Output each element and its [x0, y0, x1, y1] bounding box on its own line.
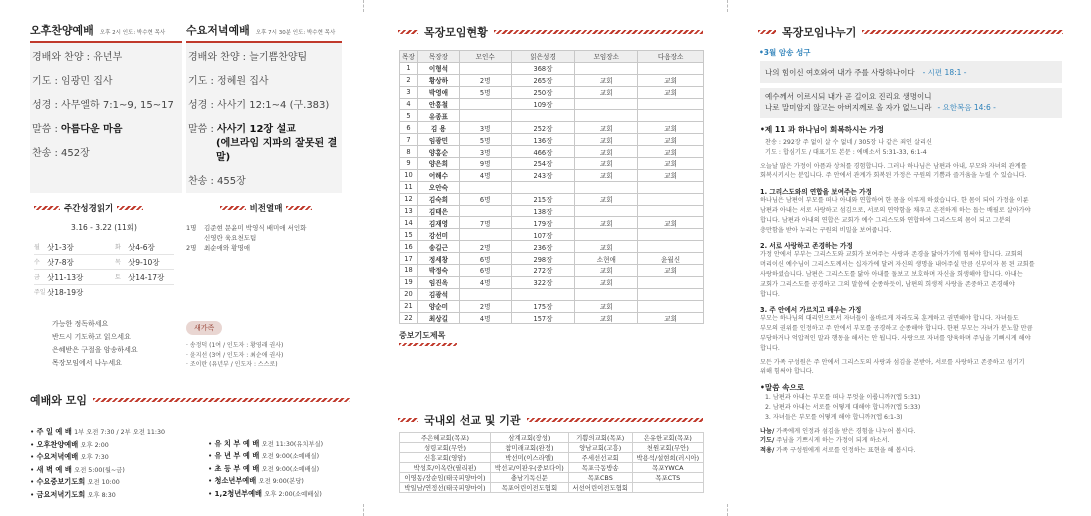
table-cell: 20 [400, 288, 418, 300]
table-row [400, 453, 704, 463]
table-cell: 기쁨의교회(목포) [568, 433, 632, 443]
table-row [400, 205, 704, 217]
table-cell: 9 [400, 158, 418, 170]
title-deco [399, 343, 457, 346]
table-cell: 2명 [459, 300, 511, 312]
table-cell: 교회 [575, 86, 638, 98]
missions [398, 412, 703, 428]
table-row [400, 229, 704, 241]
lesson-meta: 기도 : 합심기도 / 대표기도 본문 : 에베소서 5:31-33, 6:1-4 [765, 148, 927, 156]
wednesday-line: 말씀 : 사사기 12장 설교 [188, 124, 296, 135]
table-cell: 298장 [511, 253, 575, 265]
table-cell: 박일남/연정선(태국피양마이) [400, 483, 491, 493]
title-deco [34, 206, 60, 210]
reading-row: 주일 삿18-19장 [34, 288, 84, 297]
table-cell: 13 [400, 205, 418, 217]
table-cell: 교회 [638, 86, 704, 98]
table-cell [459, 110, 511, 122]
table-cell: 박성호/이옥란(필리핀) [400, 463, 491, 473]
table-cell: 7 [400, 134, 418, 146]
afternoon-line: 기도 : 임광민 집사 [32, 76, 113, 87]
vision-item: 신영란 육요천도팀 [204, 234, 257, 242]
table-cell: 250장 [511, 86, 575, 98]
table-cell: 6명 [459, 253, 511, 265]
wednesday-line: 기도 : 정혜원 집사 [188, 76, 269, 87]
table-cell: 교회 [575, 134, 638, 146]
table-cell: 4 [400, 98, 418, 110]
table-cell [459, 229, 511, 241]
reading-row: 금 삿11-13장 토 삿14-17장 [34, 270, 174, 285]
table-cell: 서선어린이전도협회 [568, 483, 632, 493]
table-row [400, 241, 704, 253]
fold-mark-bottom-2 [727, 504, 728, 516]
table-cell: 236장 [511, 241, 575, 253]
worship-row: • 1,2청년부예배 오후 2:00(소예배실) [208, 488, 322, 498]
fold-mark-bottom-1 [363, 504, 364, 516]
apply-label: •말씀 속으로 [760, 383, 805, 393]
table-cell: 교회 [638, 74, 704, 86]
wednesday-line: 찬송 : 455장 [188, 176, 246, 187]
table-cell: 18 [400, 265, 418, 277]
table-cell: 교회 [638, 169, 704, 181]
table-cell: 어해수 [417, 169, 459, 181]
table-row [400, 134, 704, 146]
table-cell: 466장 [511, 146, 575, 158]
table-cell [638, 62, 704, 74]
table-cell: 138장 [511, 205, 575, 217]
missions-title: 국내외 선교 및 기관 [424, 414, 521, 427]
table-cell: 김광석 [417, 288, 459, 300]
prayer-title: 중보기도제목 [399, 331, 446, 340]
table-cell [575, 181, 638, 193]
table-cell [638, 276, 704, 288]
table-cell: 243장 [511, 169, 575, 181]
table-cell: 최상길 [417, 312, 459, 324]
table-cell: 양순미 [417, 300, 459, 312]
table-cell: 천원교회(무안) [632, 443, 703, 453]
table-cell: 교회 [638, 265, 704, 277]
afternoon-line: 찬송 : 452장 [32, 148, 90, 159]
table-cell: 윤월신 [638, 253, 704, 265]
prayer-topics [399, 330, 445, 341]
wednesday-line: 성경 : 사사기 12:1~4 (구.383) [188, 100, 330, 111]
vision-item: 1명 김준현 문윤미 박영식 배미애 서인화 [186, 224, 307, 232]
table-cell: 교회 [575, 193, 638, 205]
table-row [400, 312, 704, 324]
table-cell: 목포CTS [632, 473, 703, 483]
lesson-meta: 찬송 : 292장 주 없이 살 수 없네 / 305장 나 같은 죄인 살리신 [765, 139, 932, 146]
table-row [400, 253, 704, 265]
lesson-closing: 모든 가족 구성원은 주 안에서 그리스도의 사랑과 섬김을 본받아, 서로를 사랑하고 존중하고 섬기기 위해 힘써야 합니다. [760, 358, 1025, 376]
weekly-title: 주간성경읽기 [64, 204, 114, 214]
lesson-point: 1. 그리스도와의 연합을 보여주는 가정 하나님은 남편이 부모를 떠나 아내와 연합하여 한 몸을 이루게 하셨습니다. 한 몸이 되어 가정을 이룬 남편과 아내는 서로 사랑하고 섬김으로, 서로의 연약함을 채우고 온전하게 하는 돕는 배필로 살아가야 합니다. 남편과 아내의 연합은 교회가 예수 그리스도와 연합하여 그리스도의 몸이 되고 그분의 충만함을 받아 누리는 구원의 비밀을 보여줍니다. [760, 188, 1031, 234]
table-cell [638, 241, 704, 253]
table-cell: 7명 [459, 217, 511, 229]
table-row [400, 169, 704, 181]
table-cell [638, 110, 704, 122]
sharing [758, 24, 1063, 40]
table-cell: 교회 [575, 158, 638, 170]
lesson [760, 124, 1065, 456]
table-cell [575, 62, 638, 74]
table-cell: 목포극동방송 [568, 463, 632, 473]
table-cell: 양남교회(고흥) [568, 443, 632, 453]
lesson-point: 3. 주 안에서 가르치고 배우는 가정 부모는 하나님의 대리인으로서 자녀들이 올바르게 자라도록 훈계하고 권면해야 합니다. 자녀들도 부모의 권위를 인정하고 주 안에서 부모를 공경하고 순종해야 합니다. 한편 부모는 자녀가 분노할 만큼 부당하거나 억압적인 말과 행동을 해서는 안 됩니다. 사랑으로 자녀를 양육하며 주님을 기뻐시게 해야 합니다. [760, 306, 1033, 352]
table-cell [638, 229, 704, 241]
table-cell: 11 [400, 181, 418, 193]
wednesday-sub: 오후 7시 30분 인도: 박수현 목사 [255, 30, 336, 36]
verse-box: 예수께서 이르시되 내가 곧 길이요 진리요 생명이니 나로 말미암지 않고는 아버지께로 올 자가 없느니라 - 요한복음 14:6 - [760, 88, 1062, 118]
table-cell: 교회 [575, 146, 638, 158]
table-cell [638, 181, 704, 193]
table-row [400, 463, 704, 473]
table-cell [638, 288, 704, 300]
afternoon-line: 성경 : 사무엘하 7:1~9, 15~17 [32, 100, 174, 111]
wednesday-line: 경배와 찬양 : 늘기쁨찬양팀 [188, 52, 308, 63]
table-cell [638, 98, 704, 110]
table-cell: 삼계교회(장성) [490, 433, 568, 443]
table-cell [459, 62, 511, 74]
table-cell [459, 288, 511, 300]
table-cell [511, 110, 575, 122]
table-cell: 이형석 [417, 62, 459, 74]
table-cell [632, 483, 703, 493]
fold-mark-top-1 [363, 0, 364, 12]
title-deco [286, 206, 312, 210]
table-cell: 송길근 [417, 241, 459, 253]
table-cell: 양홍순 [417, 146, 459, 158]
table-cell: 6명 [459, 265, 511, 277]
table-cell: 4명 [459, 312, 511, 324]
apply-questions: 1. 남편과 아내는 부모를 떠나 무엇을 이룹니까?(엡 5:31) 2. 남편과 아내는 서로를 어떻게 대해야 합니까?(엡 5:33) 3. 자녀들은 부모를 어떻게 해야 합니까?(엡 6:1-3) [765, 394, 921, 421]
table-cell: 이영동/장순임(태국피양마이) [400, 473, 491, 483]
table-row [400, 158, 704, 170]
table-cell: 3명 [459, 146, 511, 158]
worship-row: • 수요저녁예배 오후 7:30 [30, 452, 109, 461]
table-row [400, 276, 704, 288]
table-cell: 175장 [511, 300, 575, 312]
table-cell: 2명 [459, 241, 511, 253]
vision-title: 비전열매 [249, 204, 283, 214]
table-cell: 주은혜교회(목포) [400, 433, 491, 443]
wednesday-title: 수요저녁예배 [186, 24, 250, 37]
table-cell [511, 181, 575, 193]
vision-fruit [186, 202, 346, 370]
table-row [400, 217, 704, 229]
new-family-badge: 새가족 [186, 321, 222, 335]
worship-row: • 유 년 부 예 배 오전 9:00(소예배실) [208, 451, 320, 460]
table-row [400, 181, 704, 193]
table-cell: 10 [400, 169, 418, 181]
table-cell: 참미래교회(완정) [490, 443, 568, 453]
title-deco [758, 30, 776, 34]
table-cell: 6명 [459, 193, 511, 205]
table-cell: 임광민 [417, 134, 459, 146]
table-cell: 교회 [575, 265, 638, 277]
table-cell [638, 193, 704, 205]
table-cell: 소현애 [575, 253, 638, 265]
table-cell: 교회 [638, 217, 704, 229]
table-cell: 22 [400, 312, 418, 324]
table-cell: 1 [400, 62, 418, 74]
table-cell: 21 [400, 300, 418, 312]
title-deco [494, 30, 703, 34]
reading-row: 수 삿7-8장 목 삿9-10장 [34, 255, 174, 270]
reading-guide: 가능한 정독하세요 반드시 기도하고 읽으세요 은혜받은 구절을 암송하세요 목장모임에서 나누세요 [52, 320, 138, 367]
table-cell [575, 229, 638, 241]
table-cell [575, 110, 638, 122]
table-cell: 252장 [511, 122, 575, 134]
table-row [400, 86, 704, 98]
worship-row: • 유 치 부 예 배 오전 11:30(유치부실) [208, 438, 324, 448]
worship-row: • 금요저녁기도회 오후 8:30 [30, 489, 116, 499]
table-cell: 교회 [575, 312, 638, 324]
wednesday-line: (에브라임 지파의 잘못된 결말) [216, 138, 338, 163]
table-cell: 교회 [638, 312, 704, 324]
afternoon-worship [30, 22, 182, 193]
table-cell: 254장 [511, 158, 575, 170]
share-items: 나눔/ 가족에게 인정과 섬김을 받은 경험을 나누어 봅시다. 기도/ 주님을 기쁘시게 하는 가정이 되게 하소서. 적용/ 가족 구성원에게 서로를 인정하는 표현을 해 봅시다. [760, 427, 916, 455]
verse-box: 나의 힘이신 여호와여 내가 주를 사랑하나이다 - 시편 18:1 - [760, 61, 1062, 83]
table-cell: 3명 [459, 122, 511, 134]
wednesday-worship [186, 22, 342, 193]
lesson-intro: 회복시키시는 분입니다. 주 안에서 관계가 회복된 가정은 구원의 기쁨과 즐거움을 누릴 수 있습니다. [760, 172, 1027, 180]
table-cell: 2 [400, 74, 418, 86]
table-cell: 15 [400, 229, 418, 241]
table-header: 목장 목장장 모인수 읽은성경 모임장소 다음장소 [400, 51, 704, 63]
memory-label: •3월 암송 성구 [759, 48, 811, 57]
table-cell: 19 [400, 276, 418, 288]
worship-title: 예배와 모임 [30, 394, 87, 407]
table-row [400, 193, 704, 205]
weekly-range: 3.16 - 3.22 (11회) [71, 223, 137, 232]
table-cell: 목포어린이전도협회 [490, 483, 568, 493]
table-cell: 은유한교회(목포) [632, 433, 703, 443]
table-cell [459, 98, 511, 110]
table-cell: 박정숙 [417, 265, 459, 277]
table-cell: 8 [400, 146, 418, 158]
table-cell: 9명 [459, 158, 511, 170]
table-cell: 박선미(이스라엘) [490, 453, 568, 463]
title-deco [862, 30, 1063, 34]
table-cell [575, 288, 638, 300]
table-cell: 14 [400, 217, 418, 229]
table-row [400, 146, 704, 158]
table-cell: 교회 [575, 217, 638, 229]
sharing-title: 목장모임나누기 [782, 26, 857, 39]
fold-mark-top-2 [727, 0, 728, 12]
table-cell: 주세선선교회 [568, 453, 632, 463]
table-row [400, 433, 704, 443]
table-cell: 6 [400, 122, 418, 134]
afternoon-title: 오후찬양예배 [30, 24, 94, 37]
new-family-item: · 조이란 (유년부 / 인도자 : 스스로) [186, 361, 278, 368]
table-row [400, 110, 704, 122]
table-cell: 교회 [575, 300, 638, 312]
table-cell: 322장 [511, 276, 575, 288]
reading-row: 월 삿1-3장 화 삿4-6장 [34, 240, 174, 255]
table-cell: 김숙희 [417, 193, 459, 205]
new-family-item: · 송정덕 (1여 / 인도자 : 황영래 권사) [186, 342, 284, 349]
title-deco [220, 206, 246, 210]
table-cell: 박선교/이판우(중보다이) [490, 463, 568, 473]
vision-item: 2명 최순애와 황명애 [186, 244, 251, 252]
weekly-reading [34, 202, 174, 370]
afternoon-sub: 오후 2시 인도: 박수현 목사 [99, 30, 166, 36]
table-cell: 교회 [575, 122, 638, 134]
table-cell: 김 용 [417, 122, 459, 134]
title-deco [117, 206, 143, 210]
table-row [400, 483, 704, 493]
table-cell: 황상하 [417, 74, 459, 86]
table-cell: 정세창 [417, 253, 459, 265]
table-cell [575, 98, 638, 110]
table-cell: 교회 [575, 276, 638, 288]
title-deco [398, 418, 418, 422]
table-row [400, 74, 704, 86]
table-cell [638, 300, 704, 312]
new-family-item: · 윤지선 (3여 / 인도자 : 최순애 권사) [186, 351, 284, 359]
table-row [400, 473, 704, 483]
table-row [400, 62, 704, 74]
table-cell: 179장 [511, 217, 575, 229]
worship-row: • 오후찬양예배 오후 2:00 [30, 439, 109, 449]
lesson-title: •제 11 과 하나님이 회복하시는 가정 [760, 125, 885, 134]
table-cell: 12 [400, 193, 418, 205]
missions-table [399, 432, 704, 493]
table-cell: 265장 [511, 74, 575, 86]
table-cell: 유종표 [417, 110, 459, 122]
table-cell: 목포CBS [568, 473, 632, 483]
table-cell: 136장 [511, 134, 575, 146]
table-row [400, 122, 704, 134]
table-cell: 교회 [638, 146, 704, 158]
table-cell [511, 288, 575, 300]
table-cell: 교회 [638, 158, 704, 170]
lesson-point: 2. 서로 사랑하고 존경하는 가정 가정 안에서 부부는 그리스도와 교회가 보여주는 사랑과 존경을 닮아가기에 힘써야 합니다. 교회의 머리이신 예수님이 그리스도께서는 십자가에 달려 자신의 생명을 내어주실 만큼 신부이자 몸 된 교회를 사랑하셨습니다. 남편은 그리스도를 닮아 아내를 돌보고 보호하며 자신을 희생해야 합니다. 아내는 교회가 그리스도를 공경하고 그의 말씀에 순종하듯이, 남편의 희생적 사랑을 존중하고 존경해야 합니다. [760, 242, 1035, 298]
afternoon-line: 경배와 찬양 : 유년부 [32, 52, 123, 63]
table-cell: 교회 [638, 134, 704, 146]
afternoon-line: 말씀 : 아름다운 마음 [32, 124, 123, 135]
table-cell: 2명 [459, 74, 511, 86]
table-cell: 109장 [511, 98, 575, 110]
table-cell: 오안숙 [417, 181, 459, 193]
title-deco [527, 418, 704, 422]
table-cell: 교회 [575, 74, 638, 86]
table-cell: 107장 [511, 229, 575, 241]
table-cell: 김재영 [417, 217, 459, 229]
table-cell: 박용석/설현희(러시아) [632, 453, 703, 463]
table-cell: 안흥철 [417, 98, 459, 110]
table-cell: 215장 [511, 193, 575, 205]
table-cell: 성령교회(무안) [400, 443, 491, 453]
table-cell: 김태은 [417, 205, 459, 217]
table-cell: 양은희 [417, 158, 459, 170]
worship-meetings [30, 392, 350, 501]
table-row [400, 265, 704, 277]
worship-row: • 수요중보기도회 오전 10:00 [30, 477, 120, 486]
table-row [400, 443, 704, 453]
table-cell: 교회 [575, 241, 638, 253]
table-cell: 강선미 [417, 229, 459, 241]
title-deco [93, 398, 350, 402]
table-cell: 박영애 [417, 86, 459, 98]
table-cell [575, 205, 638, 217]
worship-row: • 주 일 예 배 1부 오전 7:30 / 2부 오전 11:30 [30, 427, 166, 436]
title-deco [398, 30, 418, 34]
table-cell: 임진옥 [417, 276, 459, 288]
mokjang-table [399, 50, 704, 324]
table-cell: 272장 [511, 265, 575, 277]
table-cell: 교회 [575, 169, 638, 181]
table-cell: 3 [400, 86, 418, 98]
table-cell [459, 205, 511, 217]
mokjang-status [398, 24, 703, 40]
table-cell [638, 205, 704, 217]
table-row [400, 288, 704, 300]
table-cell: 교회 [638, 122, 704, 134]
table-cell [459, 181, 511, 193]
table-cell: 신흥교회(영암) [400, 453, 491, 463]
table-cell: 368장 [511, 62, 575, 74]
table-cell: 5명 [459, 86, 511, 98]
worship-row: • 새 벽 예 배 오전 5:00(월~금) [30, 464, 125, 474]
table-cell: 17 [400, 253, 418, 265]
table-cell: 충남기독신문 [490, 473, 568, 483]
table-cell: 4명 [459, 169, 511, 181]
table-cell: 16 [400, 241, 418, 253]
table-cell: 4명 [459, 276, 511, 288]
table-row [400, 98, 704, 110]
table-cell: 5명 [459, 134, 511, 146]
table-cell: 목포YWCA [632, 463, 703, 473]
table-row [400, 300, 704, 312]
table-cell: 157장 [511, 312, 575, 324]
mokjang-title: 목장모임현황 [424, 26, 488, 39]
worship-row: • 청소년부예배 오전 9:00(본당) [208, 476, 304, 485]
worship-row: • 초 등 부 예 배 오전 9:00(소예배실) [208, 463, 320, 473]
lesson-intro: 오늘날 많은 가정이 아픔과 상처를 경험합니다. 그러나 하나님은 남편과 아내, 부모와 자녀의 관계를 [760, 162, 1027, 170]
table-cell: 5 [400, 110, 418, 122]
